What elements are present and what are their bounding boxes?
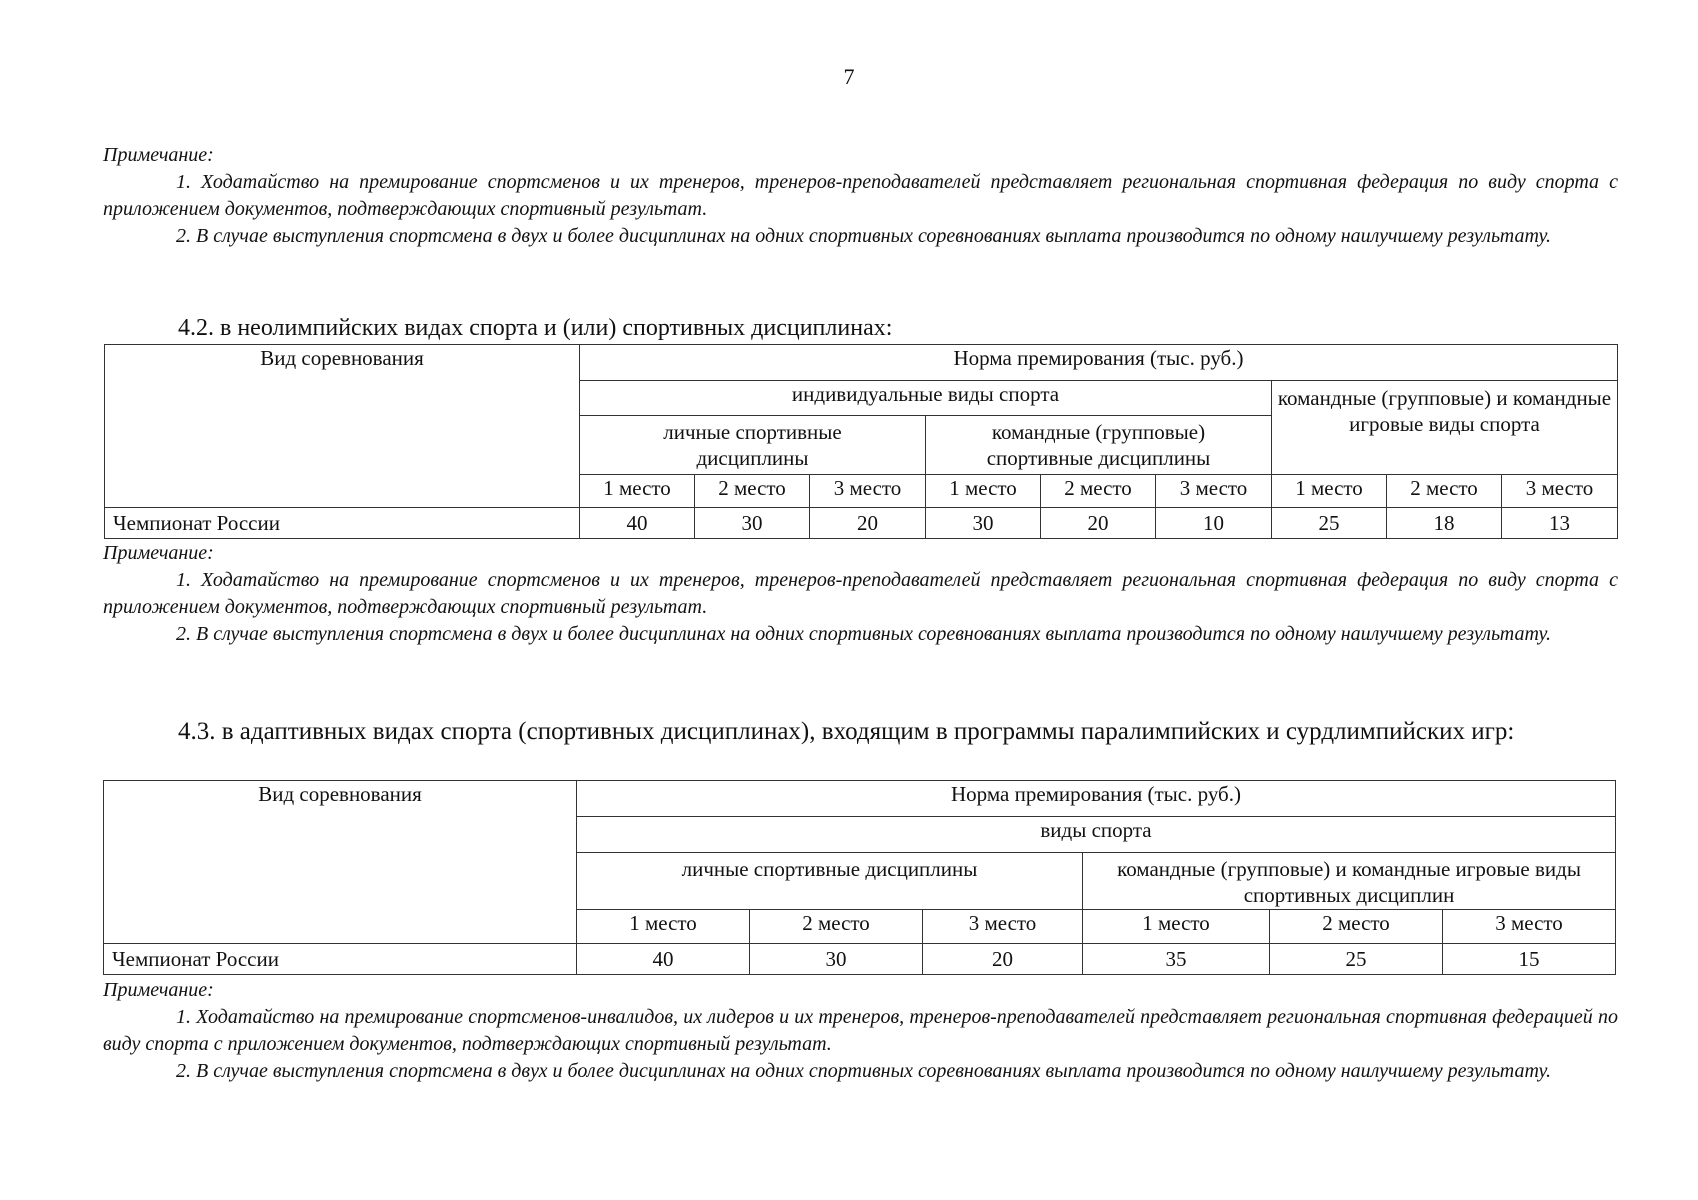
section-heading-4-2: 4.2. в неолимпийских видах спорта и (или) спортивных дисциплинах:: [178, 315, 893, 341]
table-row: [104, 944, 1616, 975]
note-item: 2. В случае выступления спортсмена в двух и более дисциплинах на одних спортивных соревнованиях выплата производится по одному наилучшему результату.: [176, 225, 1552, 247]
place-header: 2 место: [1041, 475, 1156, 508]
value-cell: 30: [695, 508, 810, 539]
row-competition-name: Чемпионат России: [104, 944, 577, 975]
place-header: 2 место: [1270, 910, 1443, 944]
value-cell: 20: [923, 944, 1083, 975]
header-personal-disciplines: личные спортивные дисциплины: [577, 853, 1083, 910]
place-header: 1 место: [1272, 475, 1387, 508]
value-cell: 20: [1041, 508, 1156, 539]
note-item: 1. Ходатайство на премирование спортсменов и их тренеров, тренеров-преподавателей представляет региональная спортивная федерация по виду спорта с приложением документов, подтверждающих спортивный результат.: [103, 569, 1618, 618]
value-cell: 40: [580, 508, 695, 539]
note-item: 1. Ходатайство на премирование спортсменов и их тренеров, тренеров-преподавателей представляет региональная спортивная федерация по виду спорта с приложением документов, подтверждающих спортивный результат.: [103, 171, 1618, 220]
header-team-sports: командные (групповые) и командные игровые виды спорта: [1272, 381, 1618, 475]
note-item: 1. Ходатайство на премирование спортсменов-инвалидов, их лидеров и их тренеров, тренеров-преподавателей представляет региональная спортивная федерацией по виду спорта с приложением документов, подтверждающих спортивный результат.: [103, 1006, 1618, 1055]
header-competition: Вид соревнования: [105, 345, 580, 508]
value-cell: 30: [750, 944, 923, 975]
value-cell: 25: [1272, 508, 1387, 539]
place-header: 1 место: [577, 910, 750, 944]
section-heading-4-3: 4.3. в адаптивных видах спорта (спортивных дисциплинах), входящим в программы паралимпийских и сурдлимпийских игр:: [178, 718, 1515, 745]
table-row: [105, 508, 1618, 539]
note-block-2: [103, 540, 1618, 648]
note-block-1: [103, 142, 1618, 250]
header-team-disciplines: командные (групповые) спортивные дисциплины: [926, 416, 1272, 475]
place-header: 1 место: [580, 475, 695, 508]
value-cell: 15: [1443, 944, 1616, 975]
note-title: Примечание:: [103, 979, 214, 1001]
value-cell: 13: [1502, 508, 1618, 539]
note-item: 2. В случае выступления спортсмена в двух и более дисциплинах на одних спортивных соревнованиях выплата производится по одному наилучшему результату.: [176, 1060, 1552, 1082]
header-team-disciplines: командные (групповые) и командные игровые виды спортивных дисциплин: [1083, 853, 1616, 910]
value-cell: 35: [1083, 944, 1270, 975]
note-block-3: [103, 977, 1618, 1085]
value-cell: 40: [577, 944, 750, 975]
reward-table-4-3: [103, 780, 1616, 975]
header-competition: Вид соревнования: [104, 781, 577, 944]
place-header: 3 место: [1502, 475, 1618, 508]
reward-table-4-2: [104, 344, 1618, 539]
place-header: 1 место: [1083, 910, 1270, 944]
page-number: 7: [843, 64, 855, 89]
note-title: Примечание:: [103, 144, 214, 166]
place-header: 1 место: [926, 475, 1041, 508]
note-title: Примечание:: [103, 542, 214, 564]
place-header: 2 место: [750, 910, 923, 944]
header-norm: Норма премирования (тыс. руб.): [577, 781, 1616, 817]
place-header: 3 место: [1443, 910, 1616, 944]
header-norm: Норма премирования (тыс. руб.): [580, 345, 1618, 381]
place-header: 2 место: [695, 475, 810, 508]
row-competition-name: Чемпионат России: [105, 508, 580, 539]
header-personal-disciplines: личные спортивные дисциплины: [580, 416, 926, 475]
value-cell: 30: [926, 508, 1041, 539]
value-cell: 18: [1387, 508, 1502, 539]
header-sports: виды спорта: [577, 817, 1616, 853]
value-cell: 20: [810, 508, 926, 539]
place-header: 3 место: [923, 910, 1083, 944]
place-header: 3 место: [1156, 475, 1272, 508]
header-individual: индивидуальные виды спорта: [580, 381, 1272, 416]
note-item: 2. В случае выступления спортсмена в двух и более дисциплинах на одних спортивных соревнованиях выплата производится по одному наилучшему результату.: [176, 623, 1552, 645]
place-header: 3 место: [810, 475, 926, 508]
place-header: 2 место: [1387, 475, 1502, 508]
value-cell: 10: [1156, 508, 1272, 539]
value-cell: 25: [1270, 944, 1443, 975]
